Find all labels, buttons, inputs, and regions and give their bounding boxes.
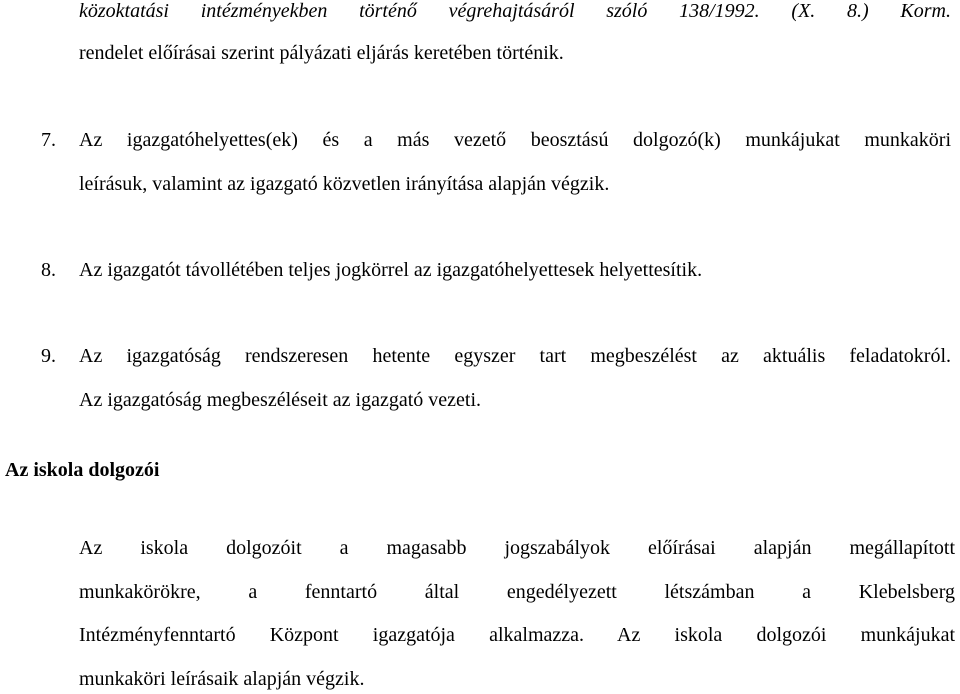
paragraph-line: közoktatási intézményekben történő végrehajtásáról szóló 138/1992. (X. 8.) Korm. xyxy=(79,0,951,22)
item-text-line: leírásuk, valamint az igazgató közvetlen irányítása alapján végzik. xyxy=(79,173,610,195)
item-text-line: Az igazgatóhelyettes(ek) és a más vezető beosztású dolgozó(k) munkájukat munkaköri xyxy=(79,129,951,151)
item-number: 8. xyxy=(41,259,56,281)
item-text-line: Az igazgatót távollétében teljes jogkörrel az igazgatóhelyettesek helyettesítik. xyxy=(79,259,703,281)
item-text-line: Az igazgatóság rendszeresen hetente egyszer tart megbeszélést az aktuális feladatokról. xyxy=(79,345,951,367)
section-text-line: munkaköri leírásaik alapján végzik. xyxy=(79,668,365,690)
paragraph-line: rendelet előírásai szerint pályázati eljárás keretében történik. xyxy=(79,42,564,64)
section-text-line: Intézményfenntartó Központ igazgatója alkalmazza. Az iskola dolgozói munkájukat xyxy=(79,624,955,646)
item-number: 9. xyxy=(41,345,56,367)
section-text-line: munkakörökre, a fenntartó által engedélyezett létszámban a Klebelsberg xyxy=(79,581,955,603)
section-heading: Az iskola dolgozói xyxy=(5,459,160,481)
item-number: 7. xyxy=(41,129,56,151)
item-text-line: Az igazgatóság megbeszéléseit az igazgató vezeti. xyxy=(79,389,482,411)
section-text-line: Az iskola dolgozóit a magasabb jogszabályok előírásai alapján megállapított xyxy=(79,537,955,559)
